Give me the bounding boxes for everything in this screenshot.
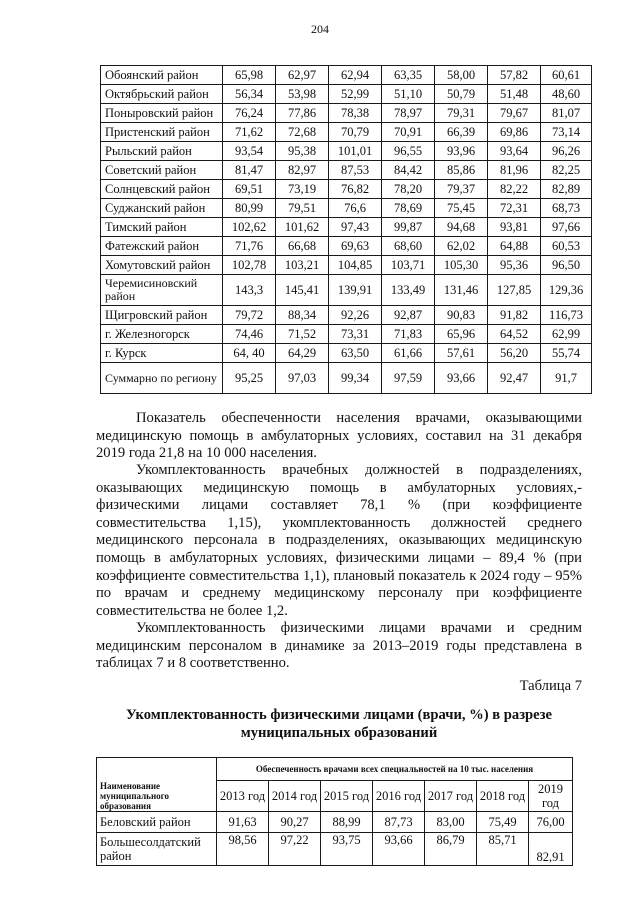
value-cell: 86,79 [425, 833, 477, 866]
table-heading: Укомплектованность физическими лицами (врачи, %) в разрезе муниципальных образований [126, 707, 552, 741]
staffing-table [96, 757, 573, 866]
value-cell: 93,54 [223, 142, 276, 161]
district-name-cell: Тимский район [101, 218, 223, 237]
year-header: 2017 год [425, 781, 477, 812]
value-cell: 62,02 [435, 237, 488, 256]
value-cell: 139,91 [329, 275, 382, 306]
value-cell: 93,75 [321, 833, 373, 866]
value-cell: 71,76 [223, 237, 276, 256]
year-header: 2018 год [477, 781, 529, 812]
value-cell: 97,03 [276, 363, 329, 394]
value-cell: 97,59 [382, 363, 435, 394]
value-cell: 97,22 [269, 833, 321, 866]
value-cell: 96,55 [382, 142, 435, 161]
district-name-cell: Пристенский район [101, 123, 223, 142]
year-header: 2016 год [373, 781, 425, 812]
value-cell: 101,62 [276, 218, 329, 237]
value-cell: 73,31 [329, 325, 382, 344]
district-name-cell: Поныровский район [101, 104, 223, 123]
table-row [101, 104, 592, 123]
value-cell: 71,83 [382, 325, 435, 344]
value-cell: 129,36 [541, 275, 592, 306]
table-row [97, 833, 573, 866]
value-cell: 85,86 [435, 161, 488, 180]
table-row [101, 237, 592, 256]
value-cell: 65,98 [223, 66, 276, 85]
value-cell: 95,38 [276, 142, 329, 161]
value-cell: 61,66 [382, 344, 435, 363]
table-row [101, 344, 592, 363]
value-cell: 73,14 [541, 123, 592, 142]
paragraph-staffing: Укомплектованность врачебных должностей в подразделениях, оказывающих медицинскую помощь в амбулаторных условиях,- физическими лицами составляет 78,1 % (при коэффициенте совместительства 1,15), укомплектованность должностей среднего медицинского персонала в подразделениях, оказывающих медицинскую помощь в амбулаторных условиях, физическими лицами – 89,4 % (при коэффициенте совместительства 1,1), плановый показатель к 2024 году – 95% по врачам и среднему медицинскому персоналу при коэффициенте совместительства не более 1,2. [96, 462, 582, 619]
value-cell: 82,25 [541, 161, 592, 180]
district-name-cell: Рыльский район [101, 142, 223, 161]
year-header: 2019 год [529, 781, 573, 812]
table-row [101, 306, 592, 325]
value-cell: 145,41 [276, 275, 329, 306]
value-cell: 72,68 [276, 123, 329, 142]
value-cell: 65,96 [435, 325, 488, 344]
table-row [101, 256, 592, 275]
paragraph-outpatient-provision: Показатель обеспеченности населения врачами, оказывающими медицинскую помощь в амбулаторных условиях, составил на 31 декабря 2019 года 21,8 на 10 000 населения. [96, 410, 582, 462]
value-cell: 69,86 [488, 123, 541, 142]
value-cell: 79,67 [488, 104, 541, 123]
value-cell: 82,97 [276, 161, 329, 180]
value-cell: 58,00 [435, 66, 488, 85]
value-cell: 68,60 [382, 237, 435, 256]
value-cell: 75,45 [435, 199, 488, 218]
value-cell: 70,91 [382, 123, 435, 142]
provision-group-header: Обеспеченность врачами всех специальностей на 10 тыс. населения [217, 758, 573, 781]
value-cell: 94,68 [435, 218, 488, 237]
value-cell: 56,34 [223, 85, 276, 104]
value-cell: 72,31 [488, 199, 541, 218]
table-caption: Таблица 7 [519, 678, 582, 694]
value-cell: 48,60 [541, 85, 592, 104]
value-cell: 90,83 [435, 306, 488, 325]
value-cell: 69,51 [223, 180, 276, 199]
value-cell: 116,73 [541, 306, 592, 325]
value-cell: 64, 40 [223, 344, 276, 363]
value-cell: 87,53 [329, 161, 382, 180]
value-cell: 62,99 [541, 325, 592, 344]
value-cell: 104,85 [329, 256, 382, 275]
table-row [101, 199, 592, 218]
district-name-cell: Черемисиновский район [101, 275, 223, 306]
value-cell: 97,66 [541, 218, 592, 237]
value-cell: 77,86 [276, 104, 329, 123]
page-number: 204 [311, 22, 329, 36]
value-cell: 105,30 [435, 256, 488, 275]
table-row [101, 123, 592, 142]
value-cell: 55,74 [541, 344, 592, 363]
value-cell: 76,82 [329, 180, 382, 199]
district-name-cell: Щигровский район [101, 306, 223, 325]
value-cell: 57,61 [435, 344, 488, 363]
value-cell: 99,34 [329, 363, 382, 394]
value-cell: 83,00 [425, 812, 477, 833]
district-name-cell: Советский район [101, 161, 223, 180]
value-cell: 103,71 [382, 256, 435, 275]
value-cell: 63,50 [329, 344, 382, 363]
value-cell: 85,71 [477, 833, 529, 866]
value-cell: 90,27 [269, 812, 321, 833]
value-cell: 88,34 [276, 306, 329, 325]
value-cell: 78,38 [329, 104, 382, 123]
table-row [101, 161, 592, 180]
value-cell: 93,81 [488, 218, 541, 237]
value-cell: 82,22 [488, 180, 541, 199]
value-cell: 68,73 [541, 199, 592, 218]
value-cell: 97,43 [329, 218, 382, 237]
value-cell: 103,21 [276, 256, 329, 275]
value-cell: 51,48 [488, 85, 541, 104]
value-cell: 52,99 [329, 85, 382, 104]
value-cell: 62,97 [276, 66, 329, 85]
district-name-cell: Фатежский район [101, 237, 223, 256]
value-cell: 82,91 [529, 833, 573, 866]
value-cell: 78,69 [382, 199, 435, 218]
value-cell: 60,53 [541, 237, 592, 256]
value-cell: 93,64 [488, 142, 541, 161]
name-column-header: Наименование муниципального образования [97, 758, 217, 812]
year-header: 2015 год [321, 781, 373, 812]
district-name-cell: Солнцевский район [101, 180, 223, 199]
district-name-cell: г. Курск [101, 344, 223, 363]
table-row [101, 363, 592, 394]
value-cell: 74,46 [223, 325, 276, 344]
district-name-cell: Суджанский район [101, 199, 223, 218]
value-cell: 91,82 [488, 306, 541, 325]
value-cell: 95,36 [488, 256, 541, 275]
table-row [101, 180, 592, 199]
value-cell: 131,46 [435, 275, 488, 306]
value-cell: 76,24 [223, 104, 276, 123]
value-cell: 76,6 [329, 199, 382, 218]
districts-table [100, 65, 592, 394]
value-cell: 80,99 [223, 199, 276, 218]
value-cell: 93,96 [435, 142, 488, 161]
table-row [97, 812, 573, 833]
table-row [101, 66, 592, 85]
district-name-cell: Большесолдатский район [97, 833, 217, 866]
district-name-cell: г. Железногорск [101, 325, 223, 344]
year-header: 2014 год [269, 781, 321, 812]
value-cell: 81,96 [488, 161, 541, 180]
value-cell: 64,88 [488, 237, 541, 256]
value-cell: 70,79 [329, 123, 382, 142]
paragraph-dynamics: Укомплектованность физическими лицами врачами и средним медицинским персоналом в динамике за 2013–2019 годы представлена в таблицах 7 и 8 соответственно. [96, 620, 582, 672]
year-header: 2013 год [217, 781, 269, 812]
value-cell: 64,52 [488, 325, 541, 344]
value-cell: 56,20 [488, 344, 541, 363]
value-cell: 63,35 [382, 66, 435, 85]
value-cell: 92,87 [382, 306, 435, 325]
value-cell: 93,66 [435, 363, 488, 394]
value-cell: 62,94 [329, 66, 382, 85]
value-cell: 88,99 [321, 812, 373, 833]
value-cell: 71,62 [223, 123, 276, 142]
value-cell: 69,63 [329, 237, 382, 256]
value-cell: 93,66 [373, 833, 425, 866]
value-cell: 64,29 [276, 344, 329, 363]
value-cell: 79,31 [435, 104, 488, 123]
value-cell: 133,49 [382, 275, 435, 306]
district-name-cell: Обоянский район [101, 66, 223, 85]
value-cell: 92,26 [329, 306, 382, 325]
value-cell: 76,00 [529, 812, 573, 833]
value-cell: 66,68 [276, 237, 329, 256]
value-cell: 91,7 [541, 363, 592, 394]
value-cell: 53,98 [276, 85, 329, 104]
table-row [101, 218, 592, 237]
table-row [101, 85, 592, 104]
value-cell: 101,01 [329, 142, 382, 161]
table-row [101, 142, 592, 161]
table-row [101, 275, 592, 306]
value-cell: 96,26 [541, 142, 592, 161]
value-cell: 143,3 [223, 275, 276, 306]
value-cell: 91,63 [217, 812, 269, 833]
district-name-cell: Суммарно по региону [101, 363, 223, 394]
value-cell: 95,25 [223, 363, 276, 394]
value-cell: 102,62 [223, 218, 276, 237]
value-cell: 73,19 [276, 180, 329, 199]
value-cell: 79,37 [435, 180, 488, 199]
value-cell: 81,07 [541, 104, 592, 123]
value-cell: 79,72 [223, 306, 276, 325]
value-cell: 57,82 [488, 66, 541, 85]
value-cell: 127,85 [488, 275, 541, 306]
value-cell: 51,10 [382, 85, 435, 104]
value-cell: 81,47 [223, 161, 276, 180]
value-cell: 96,50 [541, 256, 592, 275]
value-cell: 78,97 [382, 104, 435, 123]
district-name-cell: Октябрьский район [101, 85, 223, 104]
value-cell: 98,56 [217, 833, 269, 866]
district-name-cell: Беловский район [97, 812, 217, 833]
value-cell: 50,79 [435, 85, 488, 104]
value-cell: 99,87 [382, 218, 435, 237]
value-cell: 66,39 [435, 123, 488, 142]
value-cell: 102,78 [223, 256, 276, 275]
value-cell: 78,20 [382, 180, 435, 199]
table-row [101, 325, 592, 344]
value-cell: 84,42 [382, 161, 435, 180]
value-cell: 92,47 [488, 363, 541, 394]
value-cell: 82,89 [541, 180, 592, 199]
value-cell: 87,73 [373, 812, 425, 833]
value-cell: 60,61 [541, 66, 592, 85]
value-cell: 79,51 [276, 199, 329, 218]
value-cell: 75,49 [477, 812, 529, 833]
district-name-cell: Хомутовский район [101, 256, 223, 275]
value-cell: 71,52 [276, 325, 329, 344]
